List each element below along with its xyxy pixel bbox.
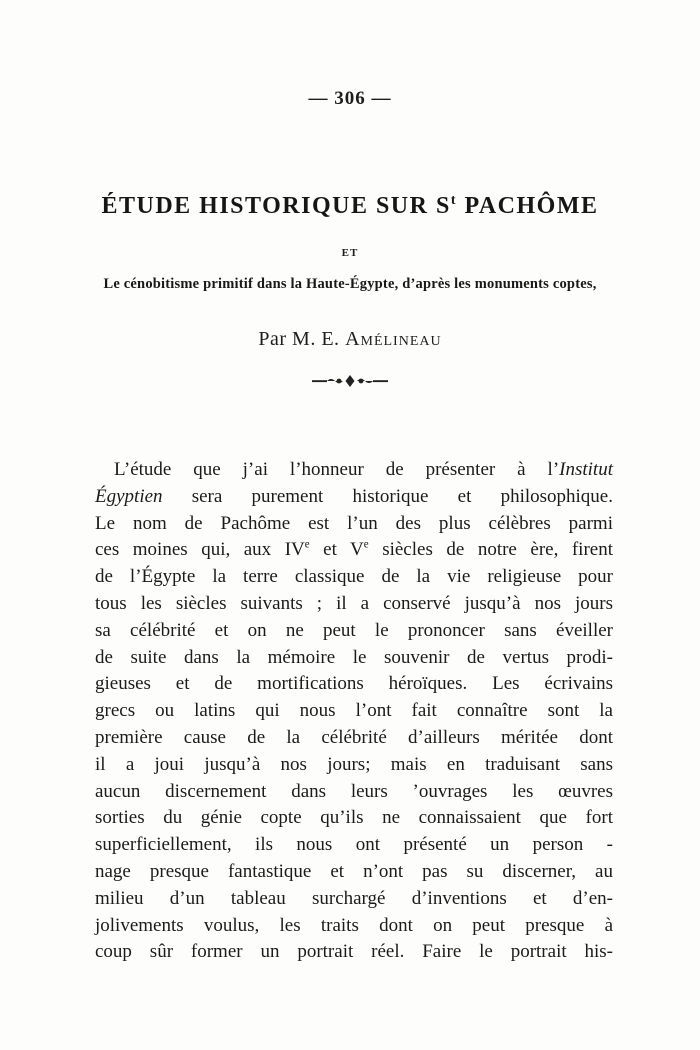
body-line	[95, 779, 613, 806]
body-line	[95, 671, 613, 698]
author-byline	[0, 328, 700, 351]
text-segment: siècles de notre ère, firent	[368, 539, 613, 561]
tailpiece-ornament-icon	[312, 374, 388, 388]
text-segment: coup sûr former un portrait réel. Faire le portrait his-	[95, 941, 613, 963]
body-paragraph	[95, 457, 613, 966]
text-segment: sorties du génie copte qu’ils ne connaissaient que fort	[95, 807, 613, 829]
text-segment: aucun discernement dans leurs ’ouvrages les œuvres	[95, 780, 613, 802]
text-segment: e	[363, 539, 369, 552]
body-line	[95, 618, 613, 645]
body-line	[95, 886, 613, 913]
text-segment: superficiellement, ils nous ont présenté un person -	[95, 834, 613, 856]
body-line	[95, 698, 613, 725]
page-number: — 306 —	[308, 88, 392, 109]
text-segment: ces moines qui, aux IV	[95, 539, 305, 561]
text-segment: Amélineau	[345, 328, 442, 350]
text-segment: gieuses et de mortifications héroïques. Les écrivains	[95, 673, 613, 695]
body-line	[95, 564, 613, 591]
text-segment: de suite dans la mémoire le souvenir de vertus prodi-	[95, 646, 613, 668]
text-segment: tous les siècles suivants ; il a conservé jusqu’à nos jours	[95, 592, 613, 614]
body-line	[95, 805, 613, 832]
body-line	[95, 457, 613, 484]
text-segment: milieu d’un tableau surchargé d’inventions et d’en-	[95, 887, 613, 909]
text-segment: jolivements voulus, les traits dont on peut presque à	[95, 914, 613, 936]
text-segment: L’étude que j’ai l’honneur de présenter à l’	[114, 459, 560, 480]
text-segment: Le nom de Pachôme est l’un des plus célèbres parmi	[95, 512, 613, 534]
body-line	[95, 537, 613, 564]
connector-word: ET	[341, 247, 359, 259]
text-segment: Égyptien	[95, 485, 163, 507]
text-segment: PACHÔME	[456, 193, 599, 219]
body-line	[95, 939, 613, 966]
text-segment: sera purement historique et philosophique.	[162, 485, 613, 507]
text-segment: et V	[309, 539, 364, 561]
body-line	[95, 752, 613, 779]
body-line	[95, 859, 613, 886]
subtitle: Le cénobitisme primitif dans la Haute-Égypte, d’après les monuments coptes,	[103, 276, 597, 292]
body-line	[95, 913, 613, 940]
body-line	[95, 645, 613, 672]
text-segment: sa célébrité et on ne peut le prononcer sans éveiller	[95, 619, 613, 641]
text-segment: t	[450, 193, 457, 208]
ornament-row	[0, 374, 700, 393]
body-line	[95, 591, 613, 618]
body-line	[95, 511, 613, 538]
body-line	[95, 832, 613, 859]
text-segment: Par M. E.	[258, 328, 346, 350]
body-line	[95, 725, 613, 752]
text-segment: de l’Égypte la terre classique de la vie religieuse pour	[95, 566, 613, 588]
text-segment: première cause de la célébrité d’ailleurs méritée dont	[95, 726, 613, 748]
text-segment: Institut	[559, 459, 613, 480]
text-segment: il a joui jusqu’à nos jours; mais en traduisant sans	[95, 753, 613, 775]
text-segment: nage presque fantastique et n’ont pas su discerner, au	[95, 860, 613, 882]
text-segment: ÉTUDE HISTORIQUE SUR S	[101, 193, 451, 219]
page-title	[0, 193, 700, 220]
text-segment: grecs ou latins qui nous l’ont fait connaître sont la	[95, 700, 613, 722]
text-segment: e	[304, 539, 310, 552]
body-line	[95, 484, 613, 511]
